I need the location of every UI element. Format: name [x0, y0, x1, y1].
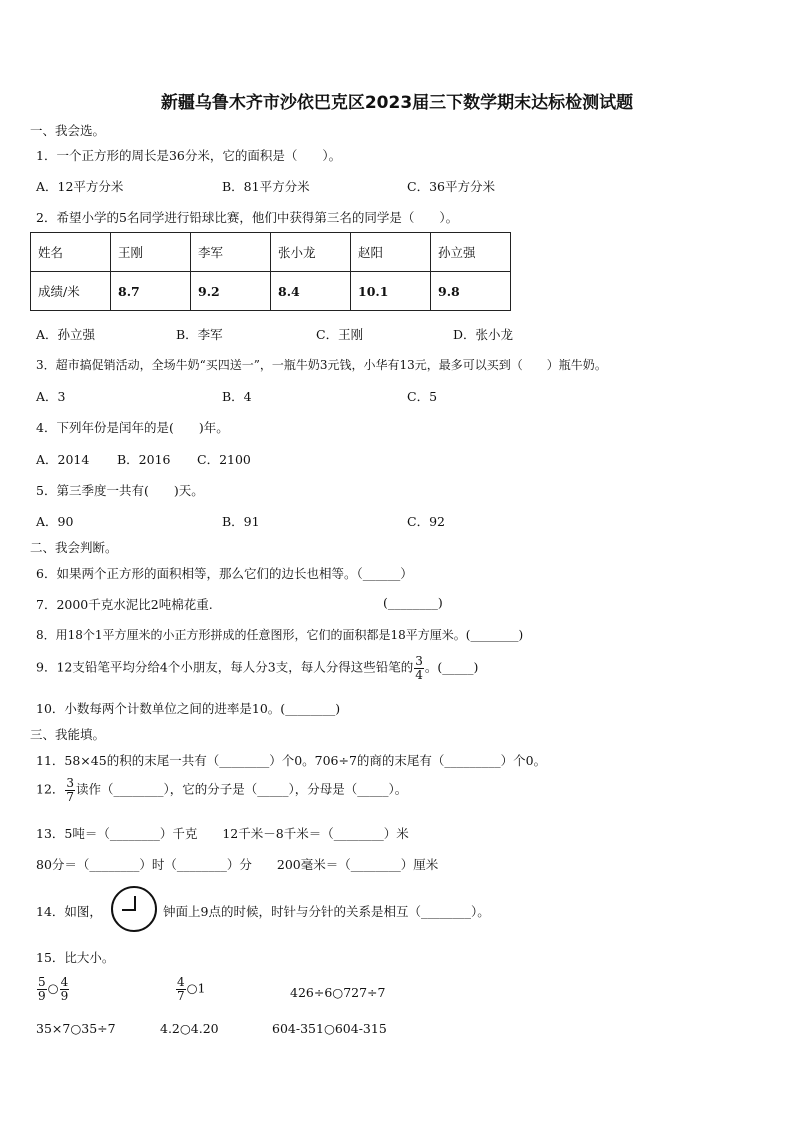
question-13-line-1: 13．5吨＝（________）千克 12千米－8千米＝（________）米: [36, 826, 409, 841]
section-3-heading: 三、我能填。: [30, 727, 106, 742]
table-row: [31, 272, 511, 311]
question-10: 10．小数每两个计数单位之间的进率是10。(________): [36, 701, 341, 716]
fraction: [60, 976, 70, 1002]
question-1: 1．一个正方形的周长是36分米，它的面积是（ ）。: [36, 148, 342, 163]
fraction-denominator: 4: [415, 667, 423, 682]
compare-text: ○1: [186, 980, 206, 996]
compare-6: 604-351○604-315: [272, 1021, 387, 1036]
question-2: 2．希望小学的5名同学进行铅球比赛，他们中获得第三名的同学是（ ）。: [36, 210, 459, 225]
page-title: 新疆乌鲁木齐市沙依巴克区2023届三下数学期末达标检测试题: [160, 93, 634, 113]
table-cell: 9.8: [431, 272, 511, 311]
q12-text: 读作（________），它的分子是（_____），分母是（_____）。: [76, 781, 408, 797]
fraction: [37, 976, 47, 1002]
q5-option-b: B．91: [222, 514, 260, 529]
compare-2: [175, 976, 206, 1002]
fraction-numerator: 4: [177, 975, 185, 989]
table-cell: 9.2: [191, 272, 271, 311]
q9-blank: 。(_____): [424, 659, 479, 675]
question-3: 3．超市搞促销活动，全场牛奶“买四送一”，一瓶牛奶3元钱，小华有13元，最多可以买到（ ）瓶牛奶。: [36, 358, 607, 372]
table-cell: 10.1: [351, 272, 431, 311]
question-8: 8．用18个1平方厘米的小正方形拼成的任意图形，它们的面积都是18平方厘米。(________): [36, 628, 524, 642]
question-14-text: 钟面上9点的时候，时针与分针的关系是相互（________）。: [163, 904, 490, 919]
question-7: 7．2000千克水泥比2吨棉花重.: [36, 597, 213, 612]
fraction-three-sevenths: [65, 777, 75, 803]
fraction-numerator: 4: [60, 975, 69, 989]
fraction-denominator: 9: [38, 988, 46, 1003]
q3-option-a: A．3: [36, 389, 66, 404]
compare-4: 35×7○35÷7: [36, 1021, 116, 1036]
question-12: [36, 777, 407, 803]
table-cell: 李军: [191, 233, 271, 272]
score-table: [30, 232, 511, 311]
table-cell: 8.7: [111, 272, 191, 311]
q4-option-c: C．2100: [197, 452, 251, 467]
fraction-numerator: 3: [415, 654, 423, 668]
q4-option-b: B．2016: [117, 452, 171, 467]
table-cell: 成绩/米: [31, 272, 111, 311]
question-6: 6．如果两个正方形的面积相等，那么它们的边长也相等。（______）: [36, 566, 413, 581]
table-cell: 王刚: [111, 233, 191, 272]
compare-5: 4.2○4.20: [160, 1021, 219, 1036]
fraction-denominator: 7: [66, 789, 75, 804]
compare-1: [36, 976, 70, 1002]
q9-text: 9．12支铅笔平均分给4个小朋友，每人分3支，每人分得这些铅笔的: [36, 659, 414, 675]
q1-option-b: B．81平方分米: [222, 179, 310, 194]
fraction-numerator: 3: [66, 776, 75, 790]
q2-option-c: C．王刚: [316, 327, 364, 342]
question-15: 15．比大小。: [36, 950, 115, 965]
clock-face-icon: [111, 886, 157, 932]
q5-option-a: A．90: [36, 514, 74, 529]
table-cell: 张小龙: [271, 233, 351, 272]
q2-option-d: D．张小龙: [453, 327, 514, 342]
question-11: 11．58×45的积的末尾一共有（________）个0。706÷7的商的末尾有（_________）个0。: [36, 753, 547, 768]
section-2-heading: 二、我会判断。: [30, 540, 118, 555]
question-9: [36, 655, 478, 681]
q1-option-a: A．12平方分米: [36, 179, 124, 194]
section-1-heading: 一、我会选。: [30, 123, 106, 138]
table-cell: 8.4: [271, 272, 351, 311]
fraction-numerator: 5: [38, 975, 46, 989]
q2-option-a: A．孙立强: [36, 327, 96, 342]
fraction-denominator: 7: [177, 988, 185, 1003]
q1-option-c: C．36平方分米: [407, 179, 495, 194]
compare-circle: ○: [47, 980, 59, 996]
compare-3: 426÷6○727÷7: [290, 985, 386, 1000]
q3-option-b: B．4: [222, 389, 252, 404]
question-14-prefix: 14．如图，: [36, 904, 102, 919]
question-13-line-2: 80分＝（________）时（________）分 200毫米＝（________）厘米: [36, 857, 439, 872]
fraction-three-quarters: [414, 655, 424, 681]
question-4: 4．下列年份是闰年的是( )年。: [36, 420, 229, 435]
table-cell: 孙立强: [431, 233, 511, 272]
fraction-denominator: 9: [60, 988, 69, 1003]
question-5: 5．第三季度一共有( )天。: [36, 483, 204, 498]
q3-option-c: C．5: [407, 389, 438, 404]
table-cell: 赵阳: [351, 233, 431, 272]
q2-option-b: B．李军: [176, 327, 223, 342]
q5-option-c: C．92: [407, 514, 445, 529]
q4-option-a: A．2014: [36, 452, 90, 467]
table-header-row: [31, 233, 511, 272]
fraction: [176, 976, 186, 1002]
table-cell: 姓名: [31, 233, 111, 272]
q12-number: 12．: [36, 781, 65, 797]
q7-answer-blank: (________): [383, 595, 443, 610]
